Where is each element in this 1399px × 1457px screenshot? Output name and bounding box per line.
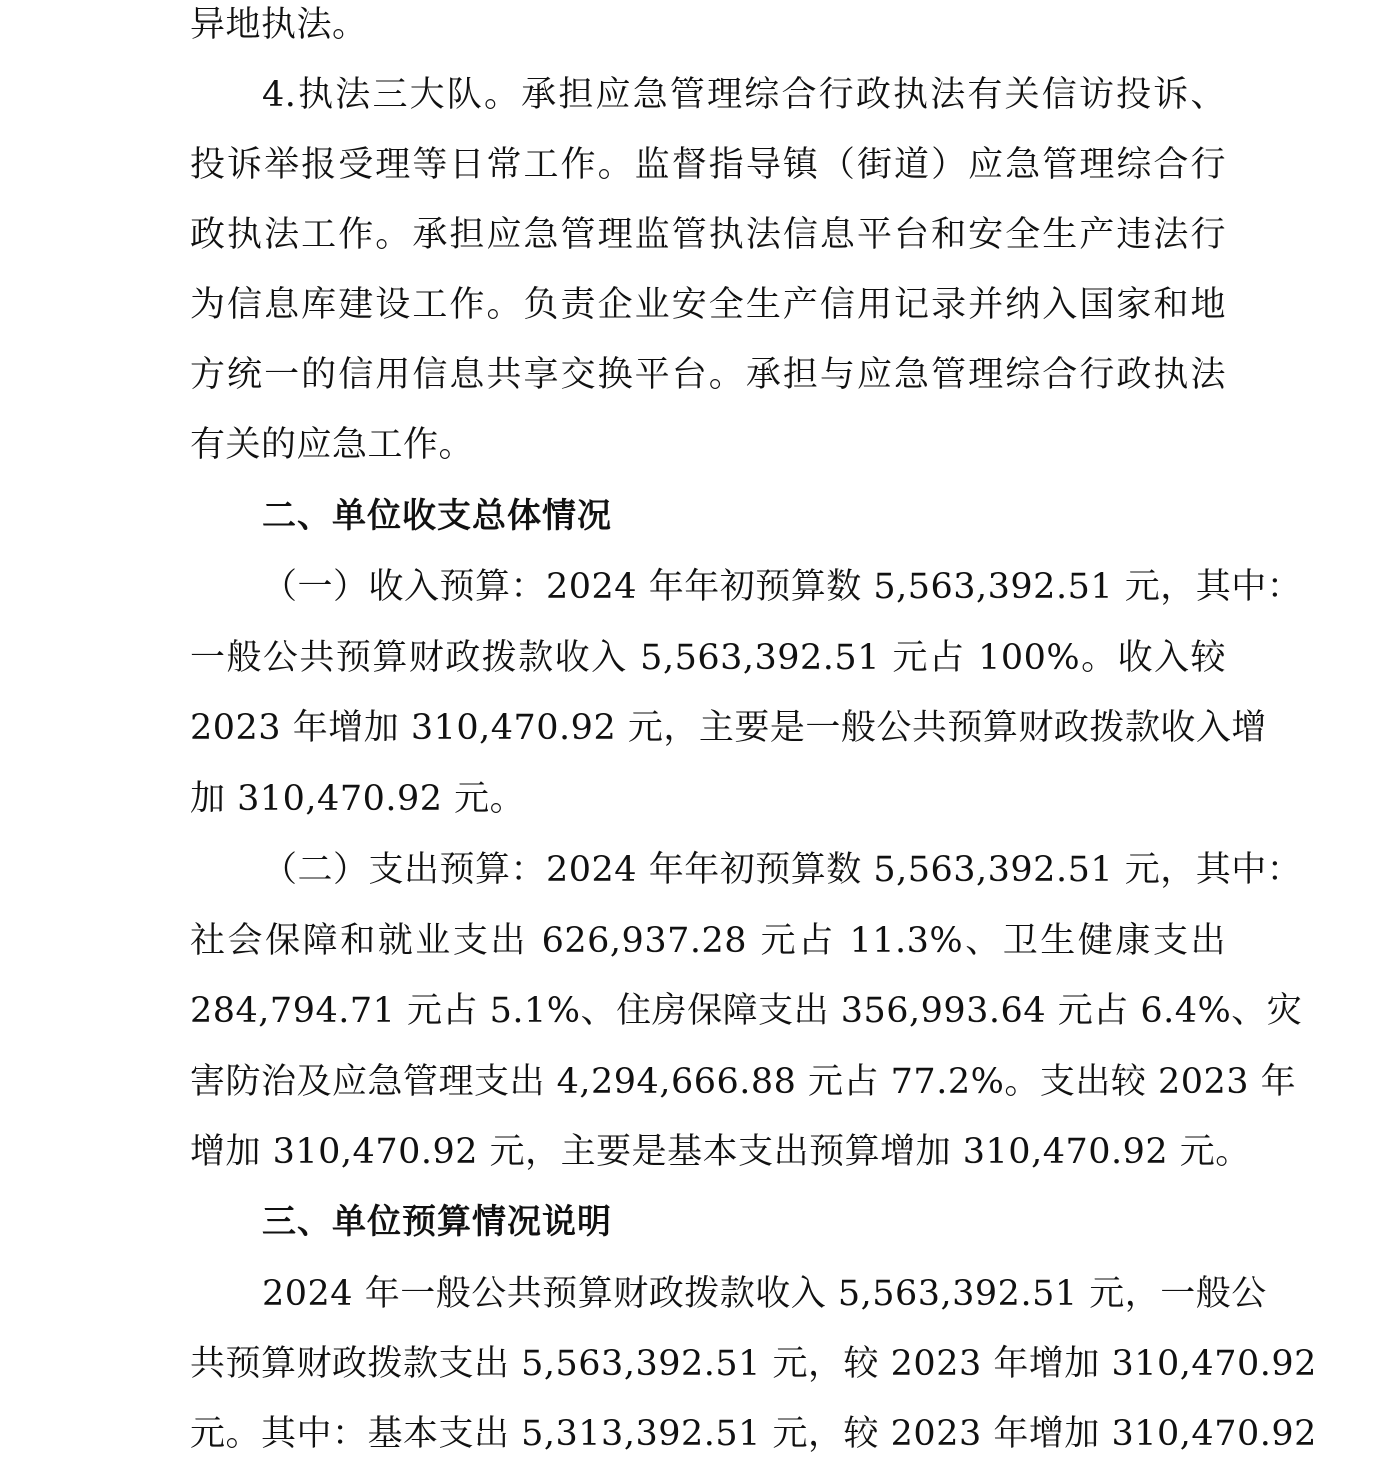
paragraph-line: 异地执法。	[190, 5, 368, 45]
paragraph-line: 2024 年一般公共预算财政拨款收入 5,563,392.51 元，一般公	[262, 1274, 1267, 1314]
paragraph-line: 2023 年增加 310,470.92 元，主要是一般公共预算财政拨款收入增	[190, 708, 1267, 748]
paragraph-line: 增加 310,470.92 元，主要是基本支出预算增加 310,470.92 元。	[190, 1132, 1251, 1172]
paragraph-line: 政执法工作。承担应急管理监管执法信息平台和安全生产违法行	[190, 215, 1226, 255]
paragraph-line: 一般公共预算财政拨款收入 5,563,392.51 元占 100%。收入较	[190, 638, 1226, 678]
paragraph-line: （二）支出预算：2024 年年初预算数 5,563,392.51 元，其中：	[262, 850, 1303, 890]
paragraph-line: 共预算财政拨款支出 5,563,392.51 元，较 2023 年增加 310,470.92	[190, 1344, 1317, 1384]
paragraph-line: 方统一的信用信息共享交换平台。承担与应急管理综合行政执法	[190, 355, 1226, 395]
paragraph-line: 投诉举报受理等日常工作。监督指导镇（街道）应急管理综合行	[190, 145, 1226, 185]
paragraph-line: （一）收入预算：2024 年年初预算数 5,563,392.51 元，其中：	[262, 567, 1303, 607]
paragraph-line: 284,794.71 元占 5.1%、住房保障支出 356,993.64 元占 6.4%、灾	[190, 991, 1303, 1031]
paragraph-line: 4.执法三大队。承担应急管理综合行政执法有关信访投诉、	[262, 75, 1226, 115]
paragraph-line: 元。其中：基本支出 5,313,392.51 元，较 2023 年增加 310,470.92	[190, 1414, 1317, 1454]
paragraph-line: 加 310,470.92 元。	[190, 779, 526, 819]
paragraph-line: 害防治及应急管理支出 4,294,666.88 元占 77.2%。支出较 2023 年	[190, 1062, 1297, 1102]
paragraph-line: 有关的应急工作。	[190, 425, 475, 465]
section-heading: 三、单位预算情况说明	[262, 1202, 612, 1242]
paragraph-line: 为信息库建设工作。负责企业安全生产信用记录并纳入国家和地	[190, 285, 1226, 325]
section-heading: 二、单位收支总体情况	[262, 496, 612, 536]
paragraph-line: 社会保障和就业支出 626,937.28 元占 11.3%、卫生健康支出	[190, 921, 1226, 961]
